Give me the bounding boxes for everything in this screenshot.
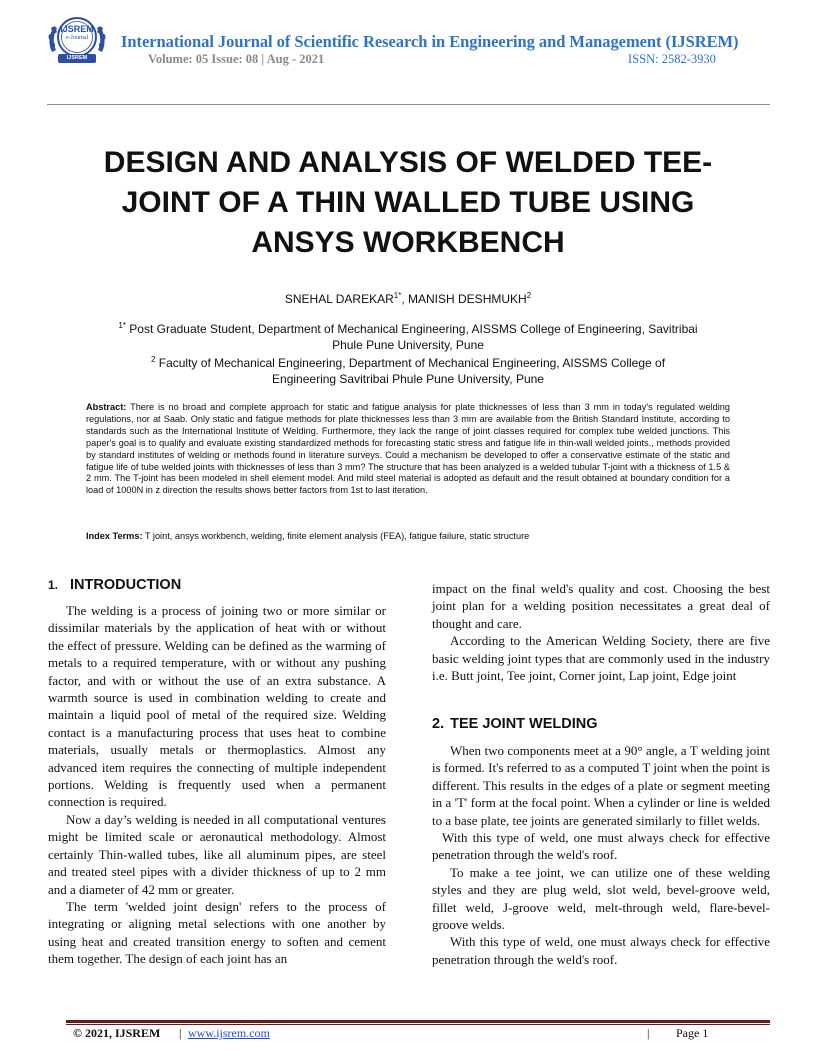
body-paragraph: According to the American Welding Society, there are five basic welding joint types that are commonly used in the industry i.e. Butt joint, Tee joint, Corner joint, Lap joint, Edge joint [432, 633, 770, 684]
body-paragraph: impact on the final weld's quality and cost. Choosing the best joint plan for a welding position necessitates a great deal of thought and care. [432, 581, 770, 631]
affil-text: Phule Pune University, Pune [332, 338, 484, 352]
index-terms-text: T joint, ansys workbench, welding, finite element analysis (FEA), fatigue failure, static structure [142, 531, 530, 541]
body-paragraph: Now a day’s welding is needed in all computational ventures might be limited scale or aeronautical methodology. Almost certainly Thin-walled tubes, like all aluminum pipes, are steel and treated steel pipes with a divider thickness of up to 2 mm and a diameter of 42 mm or greater. [48, 811, 386, 897]
volume-issue: Volume: 05 Issue: 08 | Aug - 2021 [148, 52, 325, 66]
authors [0, 292, 816, 306]
footer-copyright: © 2021, IJSREM [73, 1026, 161, 1040]
body-paragraph: With this type of weld, one must always check for effective penetration through the weld's roof. [432, 934, 770, 967]
author-mark: 2 [526, 291, 532, 300]
title-line: DESIGN AND ANALYSIS OF WELDED TEE- [103, 146, 713, 179]
page-number: Page 1 [676, 1026, 709, 1040]
journal-logo [42, 12, 112, 70]
footer-separator: | [647, 1026, 650, 1040]
section-title: TEE JOINT WELDING [450, 716, 598, 732]
title-line: ANSYS WORKBENCH [251, 226, 565, 259]
section-heading-tee-joint [432, 716, 598, 732]
body-paragraph: To make a tee joint, we can utilize one of these welding styles and they are plug weld, slot weld, bevel-groove weld, fillet weld, J-groove weld, melt-through weld, flare-bevel-groove welds. [432, 864, 770, 933]
logo-text: IJSREM [60, 24, 94, 34]
author-name: , MANISH DESHMUKH [401, 292, 527, 306]
issn: ISSN: 2582-3930 [628, 52, 716, 66]
abstract [86, 402, 730, 497]
footer-website-link[interactable]: www.ijsrem.com [188, 1026, 270, 1040]
body-paragraph: With this type of weld, one must always check for effective penetration through the weld's roof. [432, 830, 770, 863]
logo-subtext: e-Journal [65, 35, 89, 41]
section-heading-introduction [48, 577, 181, 593]
author-mark: 1* [393, 291, 402, 300]
affil-mark: 2 [150, 355, 156, 364]
section-number: 1. [48, 578, 59, 592]
affiliation-1 [70, 321, 746, 353]
section-number: 2. [432, 716, 445, 732]
section2-body [432, 742, 770, 968]
section-title: INTRODUCTION [70, 577, 182, 593]
affil-text: Post Graduate Student, Department of Mechanical Engineering, AISSMS College of Engineering, Savitribai [125, 322, 698, 336]
author-name: SNEHAL DAREKAR [284, 292, 394, 306]
footer-divider [66, 1020, 770, 1023]
affil-text: Faculty of Mechanical Engineering, Department of Mechanical Engineering, AISSMS College of [155, 356, 666, 370]
index-terms-label: Index Terms: [86, 531, 143, 541]
logo-ribbon-text: IJSREM [66, 55, 88, 61]
body-paragraph: The term 'welded joint design' refers to the process of integrating or aligning metal selections with one another by using heat and created transition energy to soften and cement them together. The design of each joint has an [48, 898, 386, 967]
affiliation-2 [70, 355, 746, 387]
abstract-label: Abstract: [86, 402, 127, 412]
index-terms [86, 531, 730, 541]
affil-mark: 1* [118, 321, 126, 330]
journal-title: International Journal of Scientific Research in Engineering and Management (IJSREM) [121, 32, 739, 51]
affil-text: Engineering Savitribai Phule Pune University, Pune [272, 372, 544, 386]
title-line: JOINT OF A THIN WALLED TUBE USING [121, 186, 695, 219]
body-paragraph: When two components meet at a 90° angle, a T welding joint is formed. It's referred to as a computed T joint when the point is different. This results in the edges of a plate or segment meeting in a 'T' form at the focal point. When a cylinder or line is welded to a base plate, tee joints are generated similarly to fillet welds. [432, 743, 770, 828]
body-paragraph: The welding is a process of joining two or more similar or dissimilar materials by the application of heat with or without the effect of pressure. Welding can be defined as the warming of metals to a required temperature, with or without any pushing factor, and with or without the use of an extra substance. A warmth source is used in combination welding to create and maintain a liquid pool of metal of the required size. Welding contact is a manufacturing process that uses heat to combine materials, usually metals or thermoplastics. Almost any advanced item requires the connecting of multiple independent portions. Welding is frequently used when a permanent connection is required. [48, 603, 386, 810]
abstract-text: There is no broad and complete approach for static and fatigue analysis for plate thicknesses of less than 3 mm in today's regulated welding regulations, nor at Saab. Only static and fatigue methods for plate thicknesses less than 3 mm are available from the British Standard Institute, according to standards such as the International Institute of Welding. Furthermore, they lack the range of joint classes required for complex tube welded junctions. This paper's goal is to qualify and evaluate existing standardized methods for forecasting static stress and fatigue life in thin-wall welded joints., methods provided by standard institutes of welding or methods found in literature surveys. Could a mechanism be developed to offer a conservative estimate of the static and fatigue life of tube welded joints with thicknesses of less than 3 mm? The structure that has been analyzed is a welded tubular T-joint with a thickness of 1.5 & 2 mm. The T-joint has been modeled in shell element model. And mild steel material is adopted as default and the result obtained at boundary condition for a load of 1000N in z direction the results shows better factors from 1st to last iteration. [86, 402, 730, 496]
footer-divider [66, 1024, 770, 1025]
paper-title [60, 143, 756, 263]
footer-separator: | [179, 1026, 182, 1040]
header-divider [47, 104, 770, 105]
left-column [48, 602, 386, 968]
right-column [432, 580, 770, 684]
